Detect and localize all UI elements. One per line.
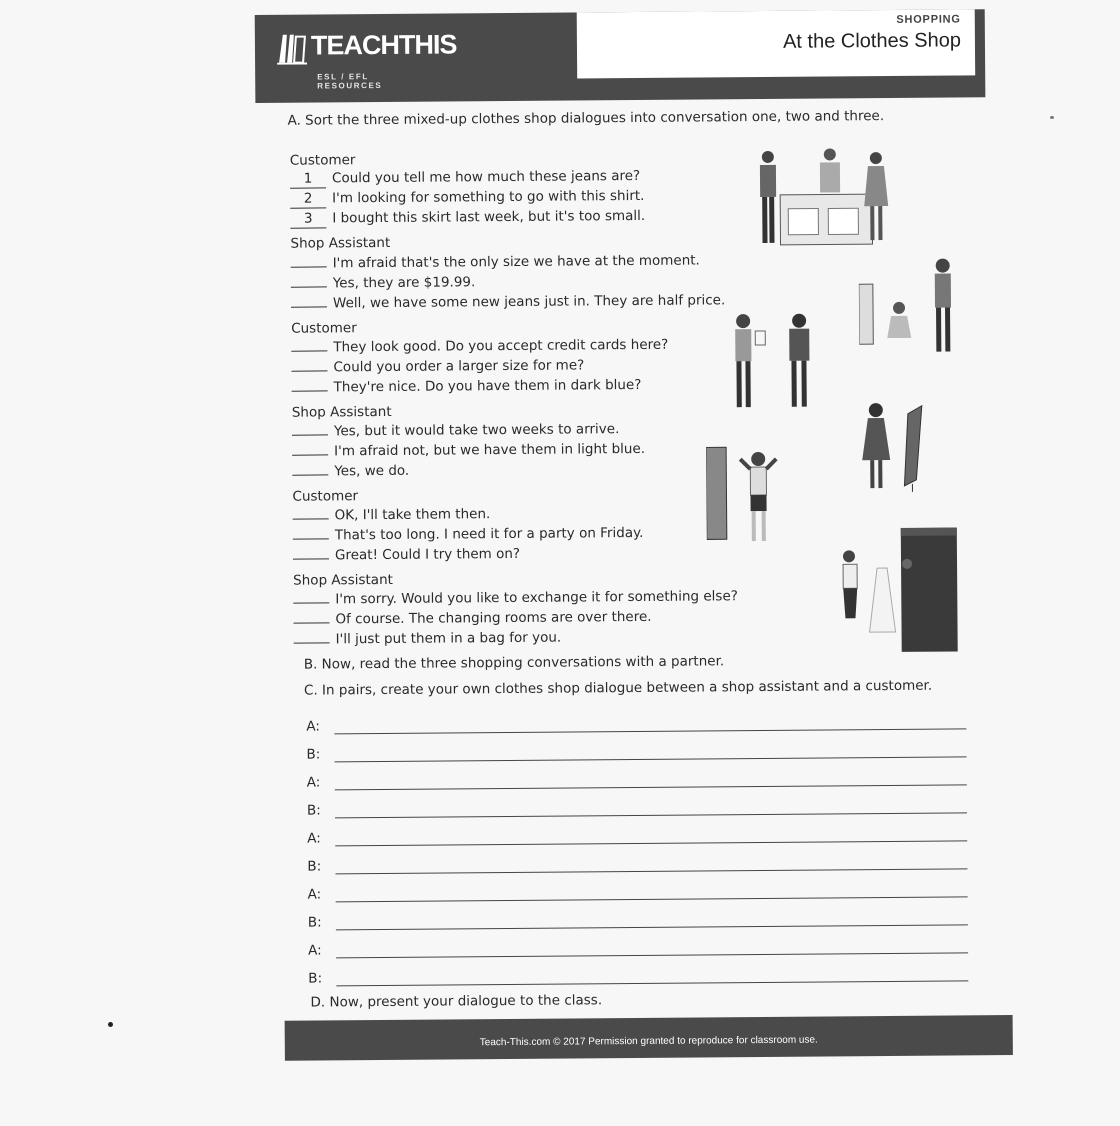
man-mirror-illustration — [706, 445, 787, 546]
changing-room-illustration — [835, 527, 961, 653]
line-text: Of course. The changing rooms are over there. — [335, 609, 651, 627]
writing-line[interactable] — [335, 756, 967, 762]
dialogue-write-row — [306, 741, 966, 766]
answer-number[interactable]: 3 — [290, 212, 326, 228]
logo-tagline: ESL / EFL RESOURCES — [317, 72, 437, 91]
two-men-illustration — [729, 311, 820, 412]
line-text: Well, we have some new jeans just in. They are half price. — [333, 292, 725, 311]
title-box — [577, 9, 976, 78]
answer-blank[interactable] — [291, 294, 327, 307]
dialogue-line — [291, 356, 584, 377]
row-speaker-label: B: — [307, 802, 321, 818]
dialogue-line — [290, 188, 644, 210]
writing-line[interactable] — [335, 784, 967, 790]
paper-speck — [1050, 116, 1054, 119]
page-header — [255, 9, 986, 103]
line-text: OK, I'll take them then. — [335, 506, 491, 523]
section-d-instruction: D. Now, present your dialogue to the class. — [310, 992, 602, 1010]
answer-blank[interactable] — [291, 254, 327, 267]
line-text: Yes, they are $19.99. — [333, 274, 476, 291]
row-speaker-label: A: — [308, 942, 322, 958]
writing-line[interactable] — [336, 952, 968, 958]
line-text: Could you tell me how much these jeans are? — [332, 168, 640, 186]
dialogue-line — [292, 420, 620, 442]
line-text: I'm sorry. Would you like to exchange it for something else? — [335, 588, 738, 607]
dialogue-line — [294, 629, 562, 650]
worksheet-page — [251, 0, 1020, 1126]
answer-blank[interactable] — [294, 630, 330, 643]
writing-line[interactable] — [335, 840, 967, 846]
dialogue-line — [290, 168, 640, 190]
answer-blank[interactable] — [291, 338, 327, 351]
dialogue-write-row — [308, 937, 968, 962]
dialogue-line — [291, 336, 668, 358]
line-text: I bought this skirt last week, but it's too small. — [332, 208, 645, 226]
row-speaker-label: B: — [308, 914, 322, 930]
dialogue-write-row — [307, 797, 967, 822]
page-title: At the Clothes Shop — [783, 29, 961, 53]
row-speaker-label: B: — [307, 858, 321, 874]
line-text: I'll just put them in a bag for you. — [336, 630, 562, 648]
speaker-label: Customer — [291, 320, 357, 337]
line-text: They look good. Do you accept credit cards here? — [333, 337, 668, 356]
answer-blank[interactable] — [292, 378, 328, 391]
writing-line[interactable] — [336, 896, 968, 902]
row-speaker-label: A: — [307, 774, 321, 790]
answer-blank[interactable] — [293, 610, 329, 623]
dialogue-line — [290, 208, 645, 230]
dialogue-write-row — [306, 713, 966, 738]
woman-mirror-illustration — [856, 400, 937, 496]
dialogue-line — [291, 251, 700, 273]
dialogue-write-row — [307, 825, 967, 850]
section-b-instruction: B. Now, read the three shopping conversations with a partner. — [304, 653, 724, 672]
answer-blank[interactable] — [293, 506, 329, 519]
line-text: I'm looking for something to go with this shirt. — [332, 188, 644, 206]
line-text: Great! Could I try them on? — [335, 546, 520, 563]
dialogue-line — [292, 462, 409, 482]
answer-blank[interactable] — [293, 590, 329, 603]
line-text: Yes, we do. — [334, 463, 409, 480]
copyright-text: Teach-This.com © 2017 Permission granted to reproduce for classroom use. — [285, 1033, 1013, 1050]
speaker-label: Customer — [290, 152, 356, 169]
line-text: I'm afraid not, but we have them in light blue. — [334, 441, 645, 459]
answer-blank[interactable] — [292, 462, 328, 475]
row-speaker-label: B: — [306, 746, 320, 762]
writing-line[interactable] — [336, 980, 968, 986]
speaker-label: Shop Assistant — [292, 404, 392, 421]
dialogue-line — [292, 376, 642, 398]
dialogue-write-row — [308, 881, 968, 906]
dialogue-line — [293, 505, 491, 526]
shop-counter-illustration — [752, 146, 893, 247]
answer-blank[interactable] — [292, 422, 328, 435]
dialogue-line — [291, 291, 725, 313]
answer-blank[interactable] — [292, 442, 328, 455]
section-a-instruction: A. Sort the three mixed-up clothes shop dialogues into conversation one, two and three. — [287, 108, 884, 129]
speaker-label: Shop Assistant — [293, 572, 393, 589]
answer-number[interactable]: 2 — [290, 192, 326, 208]
answer-blank[interactable] — [293, 526, 329, 539]
dialogue-line — [293, 524, 644, 546]
writing-line[interactable] — [335, 812, 967, 818]
dialogue-line — [291, 273, 476, 293]
writing-line[interactable] — [335, 868, 967, 874]
speaker-label: Shop Assistant — [290, 235, 390, 252]
answer-blank[interactable] — [293, 546, 329, 559]
book-logo-icon — [277, 31, 307, 65]
line-text: That's too long. I need it for a party on Friday. — [335, 525, 644, 543]
speaker-label: Customer — [292, 488, 358, 505]
teachthis-logo — [277, 28, 437, 89]
answer-blank[interactable] — [291, 274, 327, 287]
answer-blank[interactable] — [291, 358, 327, 371]
dialogue-write-row — [308, 909, 968, 934]
dialogue-line — [292, 440, 645, 462]
page-footer — [285, 1015, 1013, 1061]
line-text: I'm afraid that's the only size we have at the moment. — [333, 252, 700, 271]
row-speaker-label: A: — [307, 830, 321, 846]
answer-number[interactable]: 1 — [290, 172, 326, 188]
row-speaker-label: B: — [308, 970, 322, 986]
dialogue-write-row — [308, 965, 968, 990]
writing-line[interactable] — [336, 924, 968, 930]
line-text: Yes, but it would take two weeks to arrive. — [334, 421, 620, 439]
dialogue-line — [293, 545, 520, 566]
section-c-instruction: C. In pairs, create your own clothes shop dialogue between a shop assistant and a customer. — [304, 678, 932, 699]
writing-line[interactable] — [334, 728, 966, 734]
line-text: Could you order a larger size for me? — [333, 357, 584, 375]
category-label: SHOPPING — [896, 13, 961, 26]
paper-speck — [108, 1022, 113, 1027]
row-speaker-label: A: — [306, 718, 320, 734]
dialogue-line — [293, 608, 651, 630]
dialogue-line — [293, 587, 738, 609]
line-text: They're nice. Do you have them in dark blue? — [334, 377, 642, 395]
mirror-family-illustration — [859, 255, 960, 356]
dialogue-write-row — [307, 853, 967, 878]
row-speaker-label: A: — [308, 886, 322, 902]
logo-name: TEACHTHIS — [311, 29, 457, 61]
dialogue-write-row — [307, 769, 967, 794]
